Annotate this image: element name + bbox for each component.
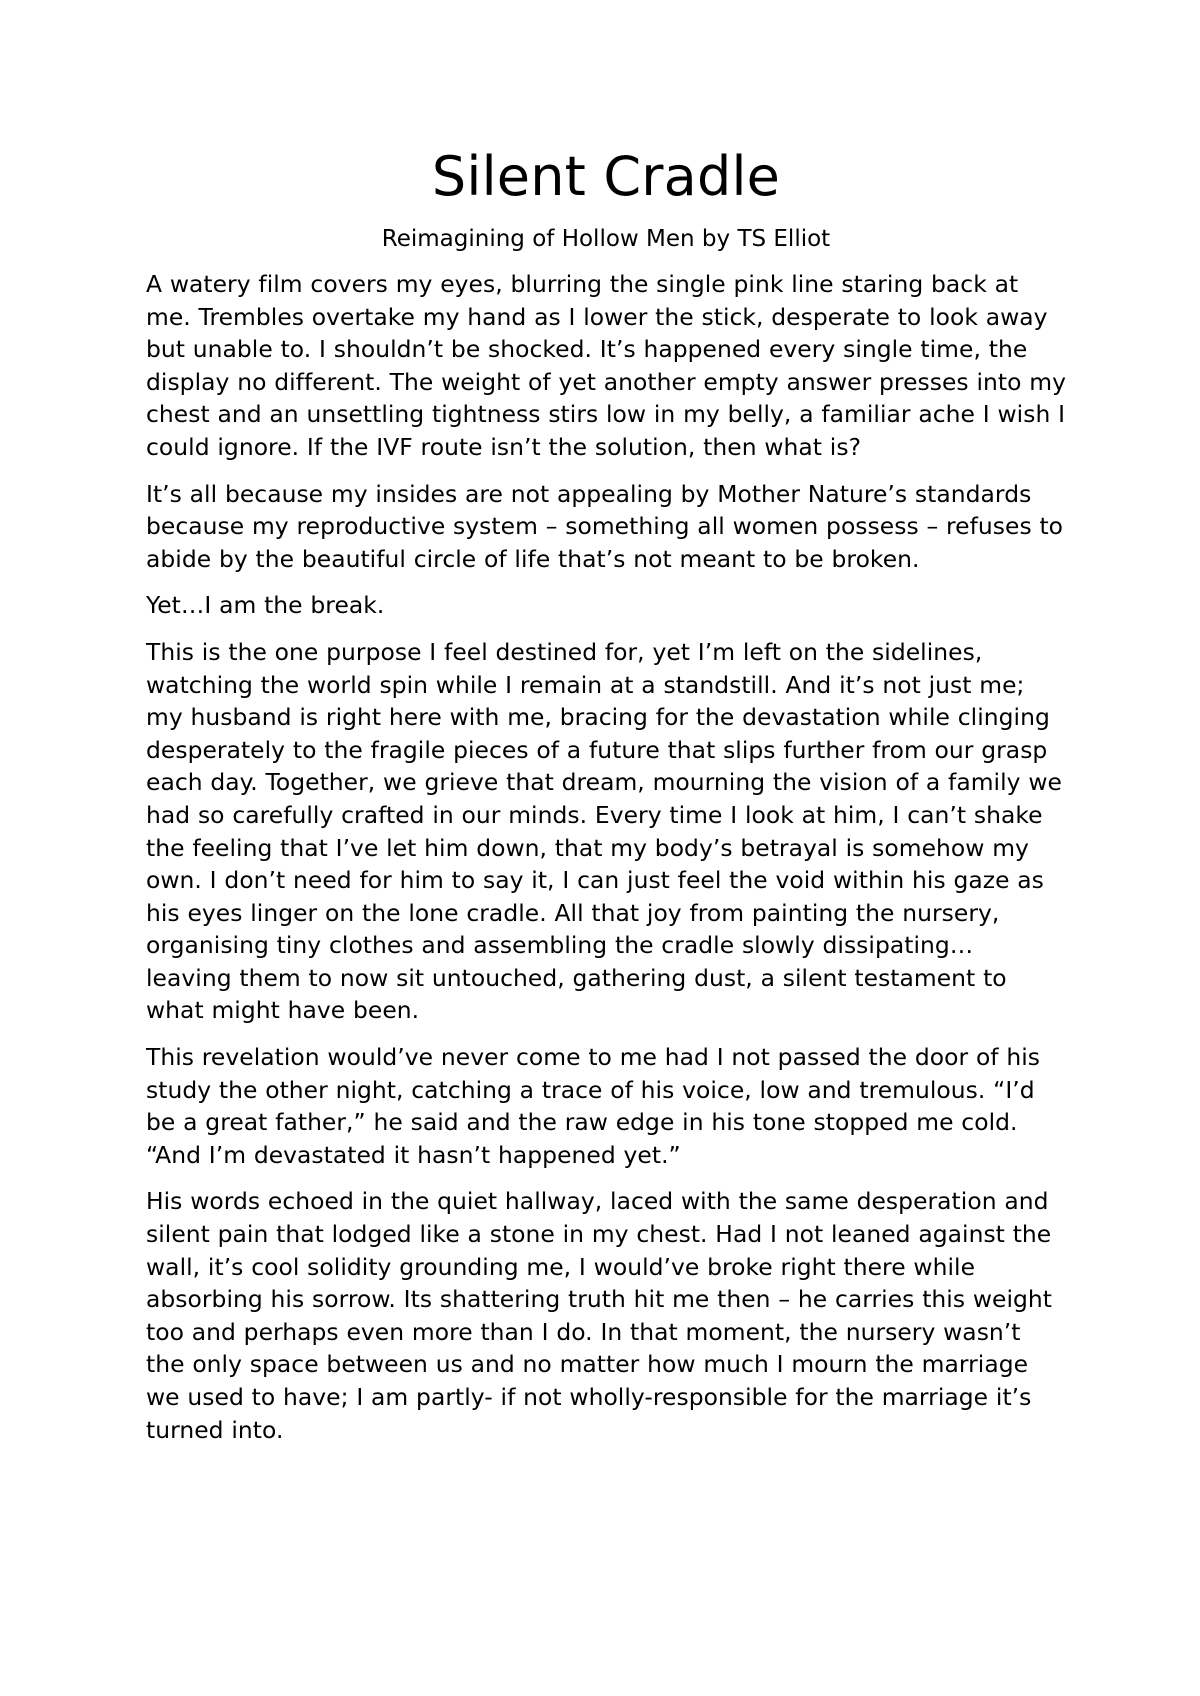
paragraph-4: This is the one purpose I feel destined for, yet I’m left on the sidelines, watching the world spin while I remain at a standstill. And it’s not just me; my husband is right here with me, bracing for the devastation while clinging desperately to the fragile pieces of a future that slips further from our grasp each day. Together, we grieve that dream, mourning the vision of a family we had so carefully crafted in our minds. Every time I look at him, I can’t shake the feeling that I’ve let him down, that my body’s betrayal is somehow my own. I don’t need for him to say it, I can just feel the void within his gaze as his eyes linger on the lone cradle. All that joy from painting the nursery, organising tiny clothes and assembling the cradle slowly dissipating… leaving them to now sit untouched, gathering dust, a silent testament to what might have been. [146,637,1062,1025]
document-subtitle: Reimagining of Hollow Men by TS Elliot [381,226,831,252]
paragraph-2: It’s all because my insides are not appealing by Mother Nature’s standards because my reproductive system – something all women possess – refuses to abide by the beautiful circle of life that’s not meant to be broken. [146,479,1064,573]
document-content [146,142,1066,1460]
paragraph-1: A watery film covers my eyes, blurring the single pink line staring back at me. Trembles overtake my hand as I lower the stick, desperate to look away but unable to. I shouldn’t be shocked. It’s happened every single time, the display no different. The weight of yet another empty answer presses into my chest and an unsettling tightness stirs low in my belly, a familiar ache I wish I could ignore. If the IVF route isn’t the solution, then what is? [146,270,1066,461]
paragraph-6: His words echoed in the quiet hallway, laced with the same desperation and silent pain that lodged like a stone in my chest. Had I not leaned against the wall, it’s cool solidity grounding me, I would’ve broke right there while absorbing his sorrow. Its shattering truth hit me then – he carries this weight too and perhaps even more than I do. In that moment, the nursery wasn’t the only space between us and no matter how much I mourn the marriage we used to have; I am partly- if not wholly-responsible for the marriage it’s turned into. [146,1187,1053,1444]
document-title: Silent Cradle [431,145,781,208]
paragraph-3: Yet…I am the break. [146,591,385,620]
document-body [146,268,1066,1446]
paragraph-5: This revelation would’ve never come to me had I not passed the door of his study the other night, catching a trace of his voice, low and tremulous. “I’d be a great father,” he said and the raw edge in his tone stopped me cold. “And I’m devastated it hasn’t happened yet.” [146,1043,1041,1169]
